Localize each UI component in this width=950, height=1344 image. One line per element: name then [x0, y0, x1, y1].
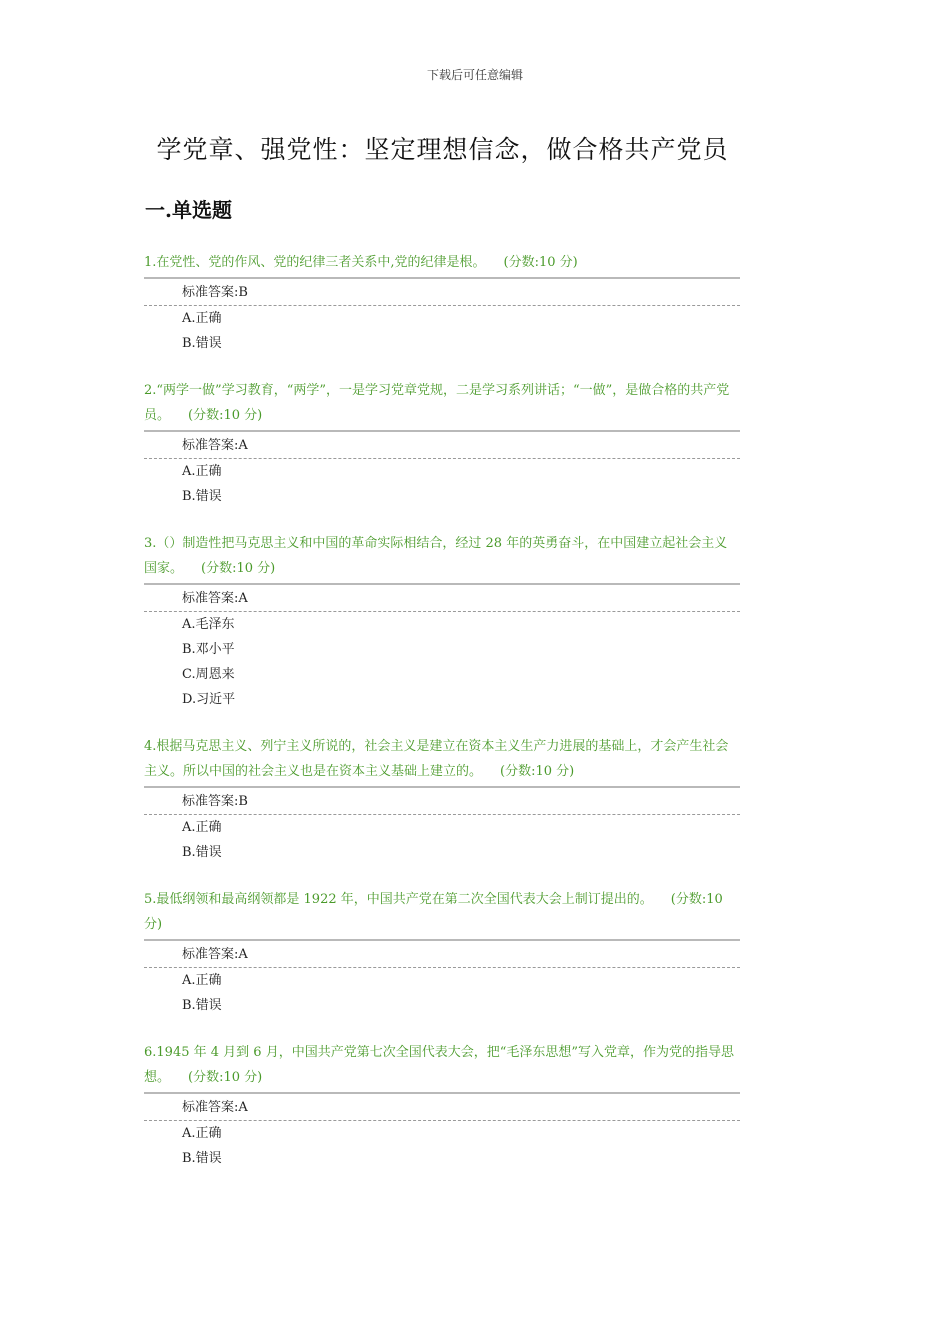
question-text: 3.（）制造性把马克思主义和中国的革命实际相结合，经过 28 年的英勇奋斗，在中国建立起社会主义国家。 (分数:10 分)	[144, 536, 728, 576]
question-5	[144, 887, 740, 1018]
option-a: A.正确	[182, 1126, 222, 1141]
standard-answer: 标准答案:A	[144, 939, 740, 968]
question-points: (分数:10 分)	[144, 892, 723, 932]
option-a: A.正确	[182, 973, 222, 988]
standard-answer: 标准答案:B	[144, 786, 740, 815]
option-list	[144, 459, 740, 509]
option-c: C.周恩来	[182, 667, 235, 682]
option-list	[144, 815, 740, 865]
header-note: 下载后可任意编辑	[426, 68, 523, 82]
question-1	[144, 250, 740, 356]
option-a: A.正确	[182, 311, 222, 326]
question-points: (分数:10 分)	[500, 764, 575, 779]
option-d: D.习近平	[182, 692, 236, 707]
option-b: B.错误	[182, 845, 222, 860]
option-b: B.错误	[182, 1151, 222, 1166]
question-points: (分数:10 分)	[188, 408, 263, 423]
option-list	[144, 1121, 740, 1171]
option-a: A.正确	[182, 820, 222, 835]
question-points: (分数:10 分)	[201, 561, 276, 576]
option-list	[144, 968, 740, 1018]
option-b: B.错误	[182, 998, 222, 1013]
question-text: 5.最低纲领和最高纲领都是 1922 年，中国共产党在第二次全国代表大会上制订提出的。 (分数:10 分)	[144, 892, 723, 932]
question-list	[144, 250, 740, 1193]
option-a: A.毛泽东	[182, 617, 235, 632]
question-points: (分数:10 分)	[188, 1070, 263, 1085]
standard-answer: 标准答案:B	[144, 277, 740, 306]
question-text: 2.“两学一做”学习教育，“两学”，一是学习党章党规，二是学习系列讲话；“一做”，是做合格的共产党员。 (分数:10 分)	[144, 383, 730, 423]
question-points: (分数:10 分)	[503, 255, 578, 270]
option-b: B.错误	[182, 336, 222, 351]
standard-answer: 标准答案:A	[144, 1092, 740, 1121]
option-list	[144, 306, 740, 356]
standard-answer: 标准答案:A	[144, 583, 740, 612]
document-title: 学党章、强党性：坚定理想信念，做合格共产党员	[156, 135, 729, 164]
question-text: 4.根据马克思主义、列宁主义所说的，社会主义是建立在资本主义生产力进展的基础上，才会产生社会主义。所以中国的社会主义也是在资本主义基础上建立的。 (分数:10 分)	[144, 739, 729, 779]
question-6	[144, 1040, 740, 1171]
option-list	[144, 612, 740, 712]
option-b: B.错误	[182, 489, 222, 504]
option-a: A.正确	[182, 464, 222, 479]
standard-answer: 标准答案:A	[144, 430, 740, 459]
question-text: 1.在党性、党的作风、党的纪律三者关系中,党的纪律是根。 (分数:10 分)	[144, 255, 578, 270]
question-3	[144, 531, 740, 712]
question-4	[144, 734, 740, 865]
section-title: 一.单选题	[145, 198, 232, 222]
question-2	[144, 378, 740, 509]
option-b: B.邓小平	[182, 642, 235, 657]
question-text: 6.1945 年 4 月到 6 月，中国共产党第七次全国代表大会，把“毛泽东思想”写入党章，作为党的指导思想。 (分数:10 分)	[144, 1045, 734, 1085]
